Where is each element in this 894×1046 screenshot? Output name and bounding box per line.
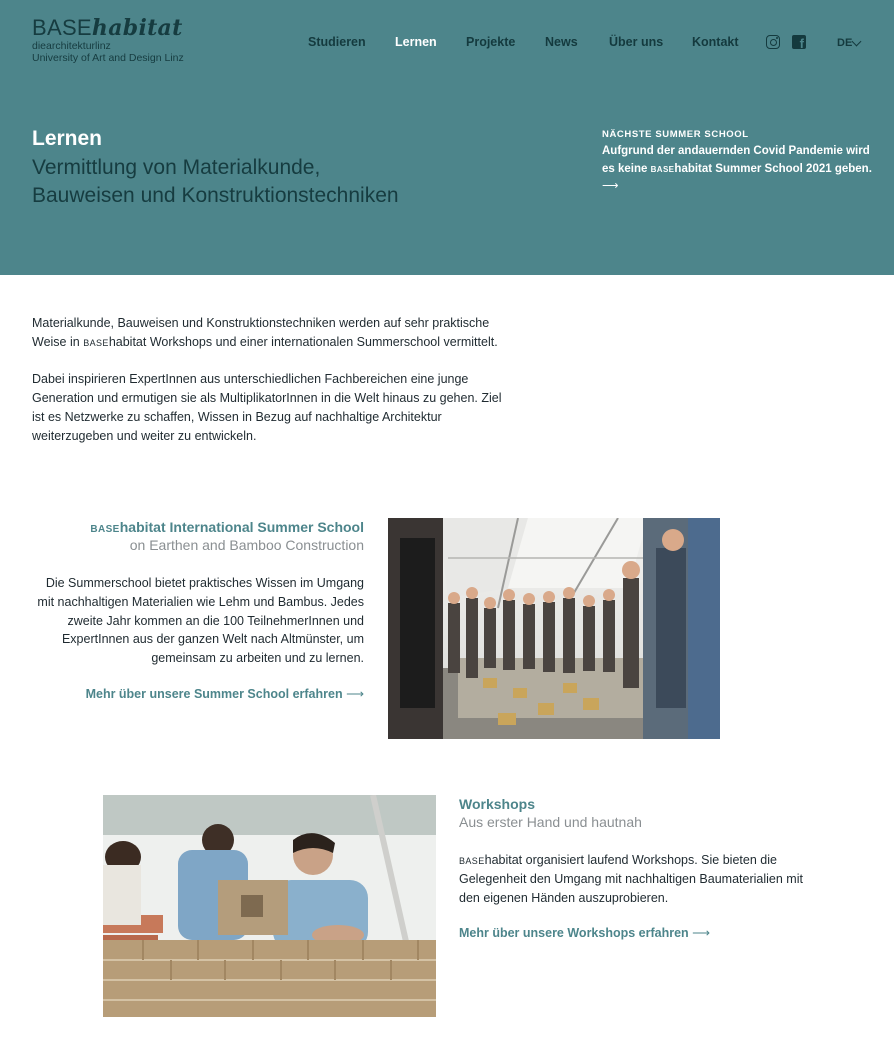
summer-school-link-label: Mehr über unsere Summer School erfahren <box>85 686 343 701</box>
intro-text <box>32 314 507 446</box>
nav-item-lernen[interactable]: Lernen <box>395 35 437 49</box>
intro-paragraph-1 <box>32 314 507 352</box>
summer-school-title-rest: habitat International Summer School <box>119 519 364 535</box>
workshops-section <box>459 795 819 940</box>
next-school-text-after: habitat Summer School 2021 geben. <box>674 162 872 175</box>
summer-school-link[interactable] <box>30 686 364 701</box>
workshop-photo-illustration <box>103 795 436 1017</box>
language-switcher[interactable]: DE <box>837 37 853 49</box>
workshops-photo <box>103 795 436 1017</box>
hero-band <box>0 0 894 275</box>
summer-school-subtitle: on Earthen and Bamboo Construction <box>129 537 364 553</box>
arrow-right-icon: ⟶ <box>692 926 711 941</box>
tent-photo-illustration <box>388 518 720 739</box>
logo-base: BASE <box>32 15 92 40</box>
logo-line-1: diearchitekturlinz <box>32 40 111 52</box>
chevron-down-icon[interactable] <box>852 37 862 47</box>
summer-school-text: Die Summerschool bietet praktisches Wissen im Umgang mit nachhaltigen Materialien wie Lehm und Bambus. Jedes zweite Jahr kommen an die 100 TeilnehmerInnen und ExpertInnen aus der ganzen Welt nach Altmünster, um gemeinsam zu arbeiten und zu lernen. <box>37 576 364 666</box>
logo-habitat: habitat <box>91 15 183 41</box>
site-logo[interactable] <box>32 16 184 64</box>
arrow-right-icon: ⟶ <box>346 686 364 701</box>
next-school-text-before: Aufgrund der andauernden Covid Pandemie wird es keine <box>602 145 870 175</box>
workshops-link-label: Mehr über unsere Workshops erfahren <box>459 926 689 941</box>
nav-item-ueber-uns[interactable]: Über uns <box>609 35 664 49</box>
workshops-text-rest: habitat organisiert laufend Workshops. Sie bieten die Gelegenheit den Umgang mit nachhaltigen Baumaterialien mit den eigenen Händen auszuprobieren. <box>459 853 803 905</box>
workshops-title: Workshops <box>459 796 535 812</box>
nav-item-studieren[interactable]: Studieren <box>308 35 366 49</box>
page-subtitle: Vermittlung von Materialkunde, Bauweisen und Konstruktionstechniken <box>32 156 399 207</box>
brand-base: base <box>459 853 485 867</box>
logo-wordmark <box>32 16 184 40</box>
arrow-right-icon: ⟶ <box>602 180 619 192</box>
nav-item-projekte[interactable]: Projekte <box>466 35 516 49</box>
intro-paragraph-2: Dabei inspirieren ExpertInnen aus unterschiedlichen Fachbereichen eine junge Generation und ermutigen sie als MultiplikatorInnen in die Welt hinaus zu gehen. Ziel ist es Netzwerke zu schaffen, Wissen in Bezug auf nachhaltige Architektur weiterzugeben und weiter zu entwickeln. <box>32 372 502 443</box>
instagram-icon[interactable] <box>766 35 780 49</box>
summer-school-section <box>30 518 364 701</box>
facebook-icon[interactable]: f <box>792 35 806 49</box>
brand-base: base <box>90 519 120 535</box>
page-title: Lernen <box>32 127 103 150</box>
summer-school-photo <box>388 518 720 739</box>
intro-p1-after: habitat Workshops und einer internationalen Summerschool vermittelt. <box>108 334 498 349</box>
intro-p1-before: Materialkunde, Bauweisen und Konstruktionstechniken werden auf sehr praktische Weise in <box>32 316 490 349</box>
next-summer-school-link[interactable] <box>602 143 872 196</box>
workshops-subtitle: Aus erster Hand und hautnah <box>459 814 642 830</box>
brand-base: base <box>83 334 109 349</box>
workshops-text <box>459 851 819 907</box>
next-summer-school-kicker: NÄCHSTE SUMMER SCHOOL <box>602 129 749 140</box>
brand-base: base <box>650 162 675 175</box>
nav-item-news[interactable]: News <box>545 35 578 49</box>
nav-item-kontakt[interactable]: Kontakt <box>692 35 739 49</box>
logo-line-2: University of Art and Design Linz <box>32 52 184 64</box>
summer-school-title <box>30 518 364 536</box>
workshops-link[interactable] <box>459 925 819 940</box>
